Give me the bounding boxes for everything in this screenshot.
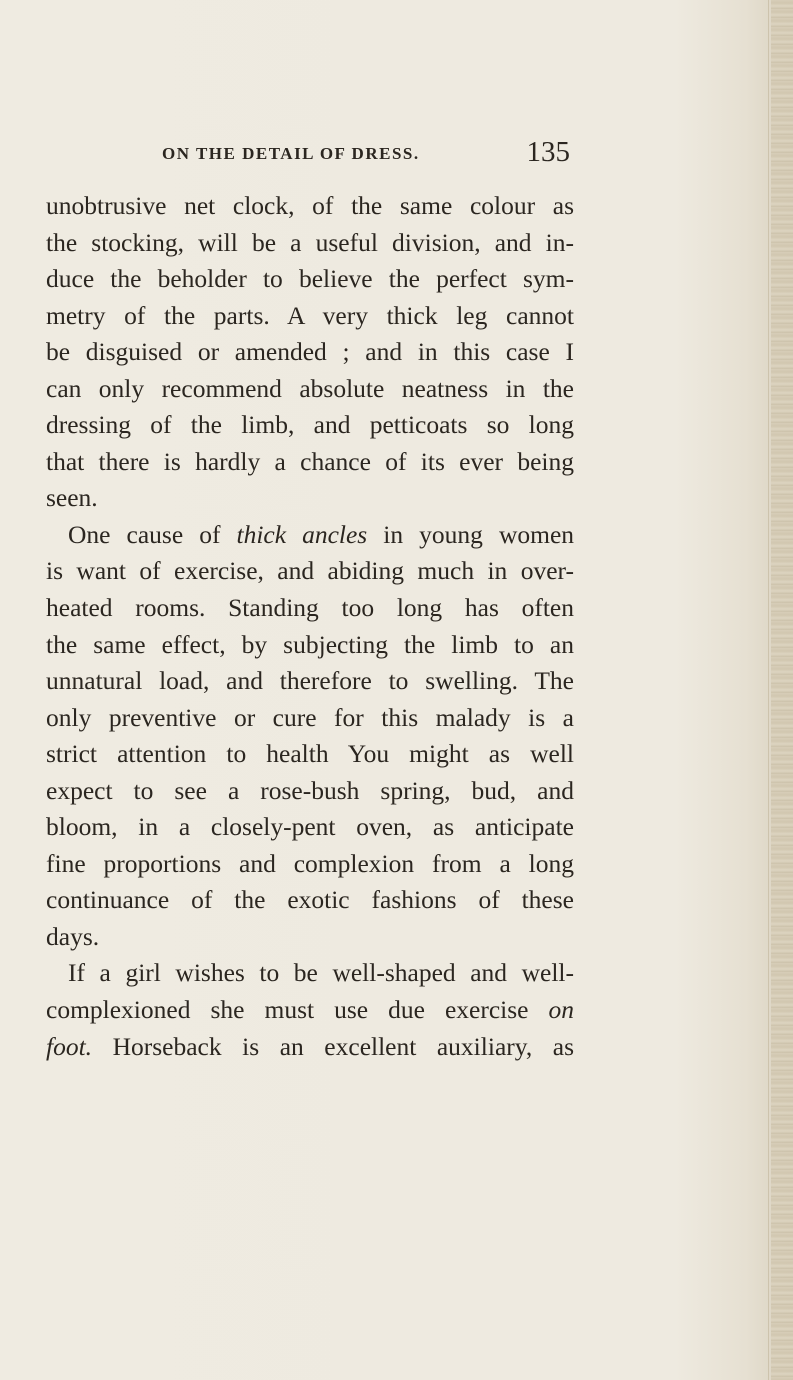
text-line: that there is hardly a chance of its ever being [46, 446, 574, 476]
text-line: be disguised or amended ; and in this case I [46, 337, 574, 367]
text-line: the stocking, will be a useful division, and in- [46, 227, 574, 257]
text-line: is want of exercise, and abiding much in over- [46, 556, 574, 586]
text-line: expect to see a rose-bush spring, bud, and [46, 775, 574, 805]
italic-phrase: thick ancles [236, 519, 368, 549]
page-edge-shadow [771, 0, 793, 1380]
paragraph-start-line: If a girl wishes to be well-shaped and well- [68, 958, 574, 988]
text-line: only preventive or cure for this malady is a [46, 702, 574, 732]
page-edge-line [768, 0, 769, 1380]
text-line: metry of the parts. A very thick leg cannot [46, 300, 574, 330]
paragraph-start-line: One cause of thick ancles in young women [68, 519, 575, 549]
text-line: can only recommend absolute neatness in the [46, 373, 574, 403]
text-line: duce the beholder to believe the perfect sym- [46, 264, 574, 294]
text-line: continuance of the exotic fashions of these [46, 885, 574, 915]
text-line: unobtrusive net clock, of the same colour as [46, 191, 574, 220]
running-head [46, 136, 574, 176]
text-line: complexioned she must use due exercise on [46, 995, 574, 1025]
italic-phrase: foot. [46, 1031, 93, 1061]
body-text [46, 188, 574, 1065]
text-line: strict attention to health You might as well [46, 739, 574, 769]
text-line: foot. Horseback is an excellent auxiliary, as [46, 1031, 574, 1061]
page-number: 135 [526, 136, 570, 168]
text-line: the same effect, by subjecting the limb to an [46, 629, 574, 659]
text-line: unnatural load, and therefore to swelling. The [46, 666, 574, 696]
text-line: fine proportions and complexion from a long [46, 848, 574, 878]
italic-phrase: on [548, 995, 574, 1025]
text-line: days. [46, 921, 100, 951]
running-title: ON THE DETAIL OF DRESS. [162, 144, 420, 163]
text-line: dressing of the limb, and petticoats so long [46, 410, 574, 440]
text-line: bloom, in a closely-pent oven, as anticipate [46, 812, 574, 842]
text-line: seen. [46, 483, 98, 513]
text-line: heated rooms. Standing too long has often [46, 593, 574, 623]
